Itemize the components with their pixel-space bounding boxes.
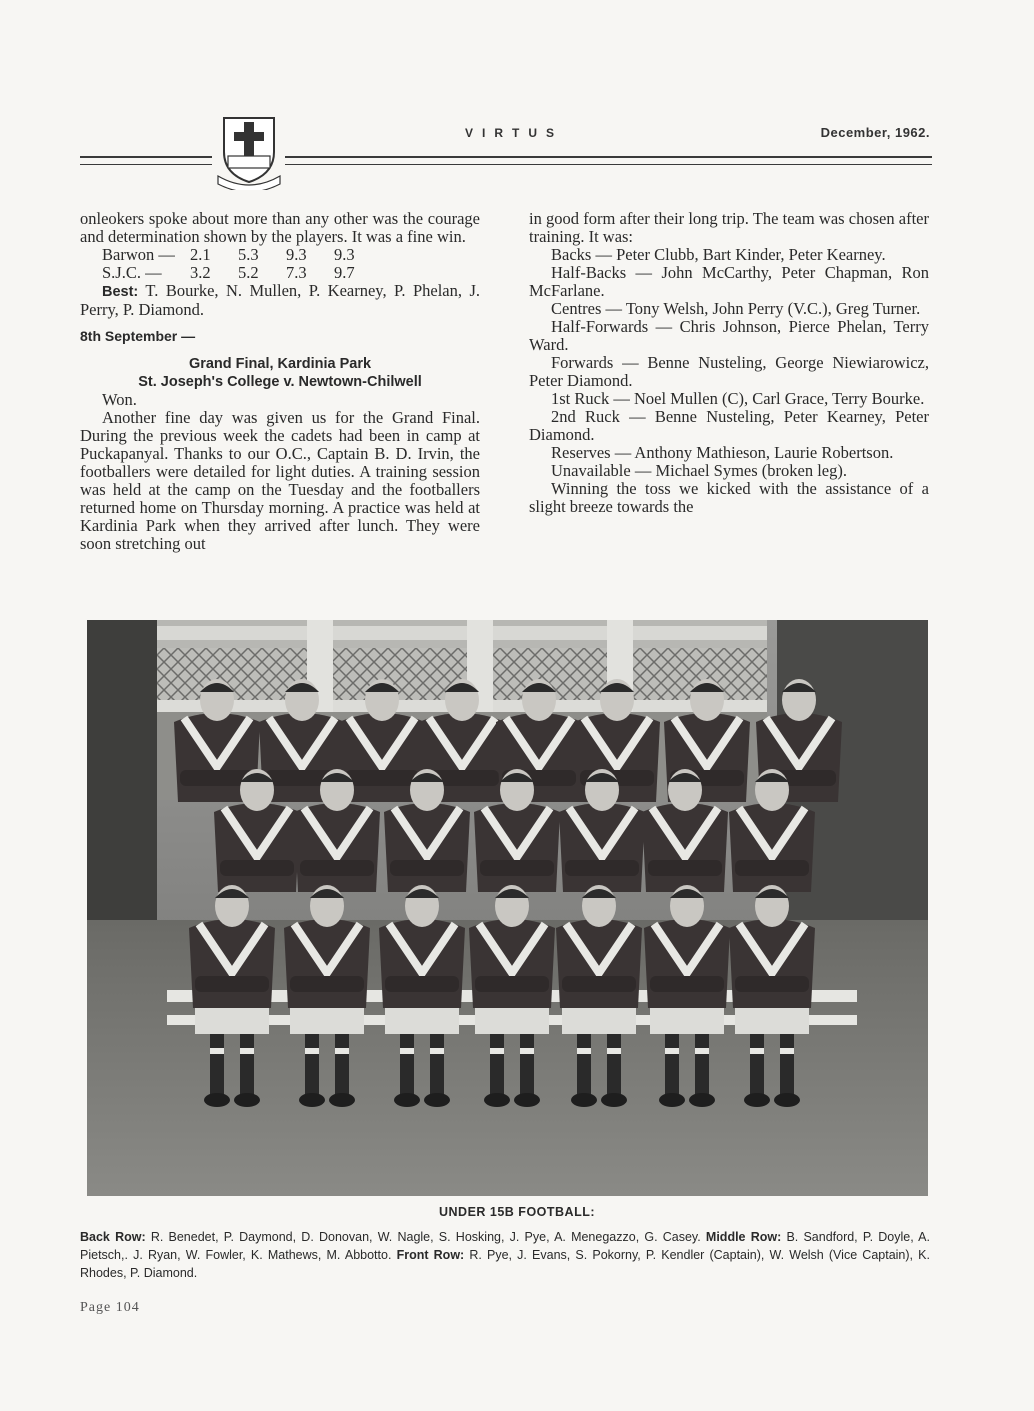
score-row-barwon xyxy=(80,246,480,264)
score-row-sjc xyxy=(80,264,480,282)
team-line-unavailable: Unavailable — Michael Symes (broken leg). xyxy=(551,461,847,480)
right-para-1: in good form after their long trip. The team was chosen after training. It was: xyxy=(529,209,929,246)
score-q3: 7.3 xyxy=(286,263,307,282)
date-heading: 8th September — xyxy=(80,328,196,344)
team-line-half-forwards: Half-Forwards — Chris Johnson, Pierce Phelan, Terry Ward. xyxy=(529,317,929,354)
team-line-centres: Centres — Tony Welsh, John Perry (V.C.), Greg Turner. xyxy=(551,299,921,318)
match-result: Won. xyxy=(102,390,137,409)
score-team: Barwon — xyxy=(102,245,175,264)
team-line-1st-ruck: 1st Ruck — Noel Mullen (C), Carl Grace, Terry Bourke. xyxy=(551,389,925,408)
score-team: S.J.C. — xyxy=(102,263,162,282)
photo-caption-title: UNDER 15B FOOTBALL: xyxy=(438,1205,596,1219)
score-q3: 9.3 xyxy=(286,245,307,264)
best-label: Best: xyxy=(102,284,139,300)
score-q1: 3.2 xyxy=(190,263,211,282)
page-number: Page 104 xyxy=(80,1300,140,1315)
issue-date: December, 1962. xyxy=(820,125,930,140)
team-line-forwards: Forwards — Benne Nusteling, George Niewiarowicz, Peter Diamond. xyxy=(529,353,929,390)
team-line-2nd-ruck: 2nd Ruck — Benne Nusteling, Peter Kearney, Peter Diamond. xyxy=(529,407,929,444)
right-column xyxy=(529,210,929,516)
score-q1: 2.1 xyxy=(190,245,211,264)
best-players xyxy=(80,282,480,319)
middle-row-label: Middle Row: xyxy=(705,1230,782,1244)
team-line-reserves: Reserves — Anthony Mathieson, Laurie Robertson. xyxy=(551,443,894,462)
score-q4: 9.7 xyxy=(334,263,355,282)
middle-row-names: B. Sandford, P. Doyle, A. Pietsch,. J. Ryan, W. Fowler, K. Mathews, M. Abbotto. xyxy=(80,1230,930,1262)
best-text: T. Bourke, N. Mullen, P. Kearney, P. Phelan, J. Perry, P. Diamond. xyxy=(80,281,480,319)
school-crest-logo xyxy=(216,112,282,190)
right-para-final: Winning the toss we kicked with the assistance of a slight breeze towards the xyxy=(529,479,929,516)
score-q2: 5.2 xyxy=(238,263,259,282)
header-rule-left xyxy=(80,156,212,165)
left-para-1: onleokers spoke about more than any other was the courage and determination shown by the players. It was a fine win. xyxy=(80,209,480,246)
front-row-names: R. Pye, J. Evans, S. Pokorny, P. Kendler (Captain), W. Welsh (Vice Captain), K. Rhodes, P. Diamond. xyxy=(80,1248,930,1280)
left-para-2: Another fine day was given us for the Grand Final. During the previous week the cadets had been in camp at Puckapanyal. Thanks to our O.C., Captain B. D. Irvin, the footballers were detailed for light duties. A training session was held at the camp on the Tuesday and the footballers returned home on Thursday morning. A practice was held at Kardinia Park when they arrived after lunch. They were soon stretching out xyxy=(80,408,480,553)
header-rule-right xyxy=(285,156,932,165)
match-heading-1: Grand Final, Kardinia Park xyxy=(188,356,372,372)
team-photograph xyxy=(87,620,928,1196)
back-row-label: Back Row: xyxy=(80,1230,146,1244)
page-header xyxy=(80,112,930,192)
score-q2: 5.3 xyxy=(238,245,259,264)
photo-caption xyxy=(80,1228,930,1282)
match-heading-2: St. Joseph's College v. Newtown-Chilwell xyxy=(138,374,422,390)
front-row-label: Front Row: xyxy=(396,1248,465,1262)
team-line-half-backs: Half-Backs — John McCarthy, Peter Chapman, Ron McFarlane. xyxy=(529,263,929,300)
masthead-title: VIRTUS xyxy=(465,126,564,140)
back-row-names: R. Benedet, P. Daymond, D. Donovan, W. Nagle, S. Hosking, J. Pye, A. Menegazzo, G. Casey. xyxy=(145,1230,706,1244)
left-column xyxy=(80,210,480,553)
team-line-backs: Backs — Peter Clubb, Bart Kinder, Peter Kearney. xyxy=(551,245,886,264)
score-q4: 9.3 xyxy=(334,245,355,264)
